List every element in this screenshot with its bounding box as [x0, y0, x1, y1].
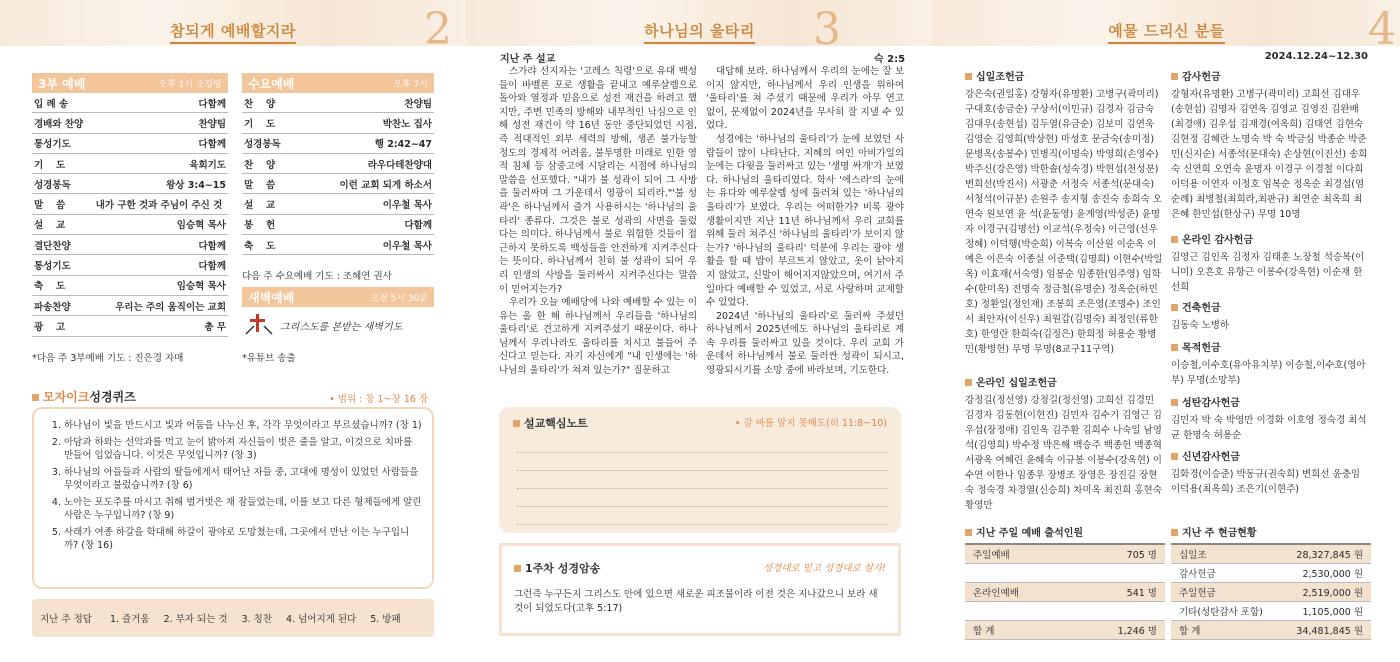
- stat-row: [1171, 583, 1371, 602]
- stat-value: 2,519,000 원: [1302, 588, 1363, 599]
- note-line[interactable]: [517, 435, 887, 453]
- order-item: 찬 양: [244, 98, 276, 110]
- offering-date: 2024.12.24~12.30: [1264, 51, 1368, 62]
- order-row: [242, 235, 434, 255]
- service-3-name: 3부 예배: [38, 76, 86, 91]
- order-row: [32, 215, 228, 235]
- quiz-answer: 3. 칭찬: [241, 614, 273, 625]
- stat-value: 1,105,000 원: [1302, 607, 1363, 618]
- dawn-name: 새벽예배: [248, 290, 295, 305]
- page-4-title: 예물 드리신 분들: [1108, 22, 1224, 44]
- order-item: 통성기도: [34, 261, 71, 273]
- stat-label: 온라인예배: [973, 588, 1019, 599]
- page-2: [0, 0, 466, 662]
- order-leader: 육회기도: [189, 159, 226, 171]
- service-3-time: 오후 1시 소강당: [158, 79, 222, 90]
- dawn-logo-text: 그리스도를 본받는 새벽기도: [280, 321, 403, 333]
- quiz-question: 1. 하나님이 빛을 만드시고 빛과 어둠을 나누신 후, 각각 무엇이라고 부르셨습니까? (창 1): [64, 419, 422, 433]
- service-3-table: [32, 73, 228, 337]
- order-leader: 다함께: [404, 220, 432, 232]
- square-bullet-icon: [514, 565, 521, 572]
- sermon-paragraph: 우리가 오늘 예배당에 나와 예배할 수 있는 이유는 올 한 해 하나님께서 우리들을 '하나님의 울타리'로 견고하게 지켜주셨기 때문이다. 하나님께서 우리나라도 울타리를 치시고 불들어 주신다고 믿는다. 자기 자신에게 "내 인생에는 '하나님의 울타리'가 쳐져 있는가?" 질문하고: [499, 297, 697, 377]
- order-row: [242, 194, 434, 214]
- order-leader: 박찬노 집사: [382, 118, 432, 130]
- page-2-header: [0, 0, 466, 55]
- page-4-header: [933, 0, 1400, 55]
- quiz-answer: 1. 즐거움: [109, 614, 150, 625]
- note-line[interactable]: [517, 471, 887, 489]
- order-leader: 다함께: [198, 261, 226, 273]
- dawn-note: *유튜브 송출: [242, 353, 296, 364]
- order-item: 결단찬양: [34, 240, 71, 252]
- order-leader: 라우다테찬양대: [367, 159, 432, 171]
- square-bullet-icon: [513, 420, 520, 427]
- order-item: 통성기도: [34, 139, 71, 151]
- order-row: [32, 154, 228, 174]
- page-3-header: [466, 0, 933, 55]
- stat-row: [965, 583, 1165, 602]
- order-row: [32, 134, 228, 154]
- note-line[interactable]: [517, 507, 887, 525]
- newyear-title: 신년감사헌금: [1171, 450, 1371, 465]
- stat-label: 합 계: [1179, 626, 1201, 637]
- dawn-logo: [244, 312, 402, 338]
- order-row: [242, 113, 434, 133]
- order-item: 입 례 송: [34, 98, 69, 110]
- order-item: 축 도: [34, 281, 66, 293]
- order-leader: 다함께: [198, 139, 226, 151]
- order-row: [242, 215, 434, 235]
- sermon-note-box: [499, 407, 901, 533]
- wednesday-name: 수요예배: [248, 76, 295, 91]
- wednesday-table: [242, 73, 434, 255]
- page-4: [933, 0, 1400, 662]
- square-bullet-icon: [32, 394, 39, 401]
- stat-value: 541 명: [1126, 588, 1157, 599]
- christmas-names: 김민자 박 숙 박영만 이경화 이호영 정숙경 최석균 한명숙 허용순: [1171, 415, 1367, 441]
- service-3-note: *다음 주 3부예배 기도 : 진은경 자매: [32, 353, 184, 364]
- order-leader: 이우철 목사: [382, 240, 432, 252]
- sermon-paragraph: 스가랴 선지자는 '고레스 칙령'으로 유대 백성들이 바벨론 포로 생활을 끝내고 예루살렘으로 돌아와 열정과 믿음으로 성전 재건을 하려고 했지만, 주변 민족의 방해와 내부적인 낙심으로 인해 성전 재건이 약 16년 동안 중단되었던 시점, 즉 적대적인 외부 세력의 방해, 생존 불가능할 정도의 경제적 어려움, 불투명한 미래로 인한 영적 침체 등 삼중고에 시달리는 시점에 하나님의 말씀을 선포했다. "내가 불 성곽이 되어 그 사방을 둘러싸며 그 가운데서 영광이 되리라."'불 성곽'은 하나님께서 즐겨 사용하시는 '하나님의 울타리' 종류다. 그것은 불로 성곽의 사면을 둘렀다는 의미다. 하나님께서 불로 위험한 것들이 접근하지 못하도록 백성들을 안전하게 지켜주신다는 뜻이다. 하나님께서 친히 불 성곽이 되어 우리 인생의 사방을 둘러싸서 지켜주신다는 말씀이 믿어지는가?: [499, 66, 697, 295]
- stat-label: 기타(성탄감사 포함): [1179, 607, 1263, 618]
- offering-title: 지난 주 현금현황: [1171, 526, 1257, 541]
- note-line[interactable]: [517, 453, 887, 471]
- sermon-column-1: [499, 65, 697, 378]
- order-item: 성경봉독: [244, 139, 281, 151]
- order-item: 봉 헌: [244, 220, 276, 232]
- building-title: 건축헌금: [1171, 301, 1371, 316]
- wednesday-header: [242, 73, 434, 93]
- christmas-block: [1171, 396, 1371, 443]
- service-3-header: [32, 73, 228, 93]
- sermon-column-2: [706, 65, 904, 378]
- stat-value: 34,481,845 원: [1296, 626, 1363, 637]
- order-row: [242, 93, 434, 113]
- stat-row: [1171, 564, 1371, 583]
- building-block: [1171, 301, 1371, 333]
- page-4-number: 4: [1368, 4, 1396, 55]
- stat-value: 2,530,000 원: [1302, 569, 1363, 580]
- stat-row: [965, 545, 1165, 564]
- order-leader: 행 2:42~47: [374, 139, 432, 151]
- tithe-names: 강은숙(권일홍) 강형자(유명환) 고병구(곽미리) 구대호(송금순) 구상서(이민규) 김경자 김금숙 김대우(송현섭) 김두열(유금순) 김보미 김연욱 김영순 김영희(박상현) 마성호 문금숙(송미정) 문병옥(송봉수) 민병직(이명숙) 박영희(손영수) 박주신(강은영) 박한솔(성숙경) 박현섭(천성분) 변희선(박진서) 서광춘 서정숙 서종석(문대숙) 서청석(이규분) 손원주 송지형 송진숙 송희숙 오연숙 원보연 윤 석(윤동영) 윤계영(박성준) 윤명자 이경구(김명선) 이교석(우정숙) 이근영(선우정혜) 이덕행(박순희) 이복숙 이산원 이순옥 이예은 이은숙 이종실 이준택(김명희) 이현수(박일옥) 이효재(서숙영) 임봉순 임종한(임주영) 임학수(한미옥) 전명숙 정금철(유명순) 정옥순(하민호) 정환일(정인재) 조봉희 조은영(조명수) 조인서 최안자(이신우) 최원갑(김명숙) 최정인(류한호) 한영란 한희숙(김정은) 한희정 허용순 황병민(황병헌) 무명 무명(8교구11구역): [965, 89, 1163, 355]
- online-tithe-names: 강정길(정선영) 강정길(정선영) 고희선 김경민 김경자 김동현(이현진) 김민자 김수기 김영근 김우섭(장정애) 김인옥 김주환 김희수 나숙일 남영석(김영희) 박수정 박은해 백승주 백종헌 백종혁 서광옥 여혜린 윤혜숙 이규봉 이봉수(강옥현) 이수연 이한나 임종우 장병조 장영은 장진길 장현숙 정숙경 차경열(신승희) 차미옥 최진희 홍현숙 황영만: [965, 395, 1162, 511]
- order-item: 파송찬양: [34, 301, 71, 313]
- page-3-title: 하나님의 울타리: [644, 22, 755, 44]
- order-row: [32, 255, 228, 275]
- tithe-title: 십일조헌금: [965, 70, 1165, 85]
- stat-row: [1171, 545, 1371, 564]
- sermon-paragraph: 2024년 '하나님의 울타리'로 둘러싸 주셨던 하나님께서 2025년에도 하나님의 울타리로 계속 우리를 둘러싸고 있을 것이다. 우리 교회 가운데서 하나님께서 불로 둘러싼 성곽이 되시고, 영광되시기를 소망 중에 바라보며, 기도한다.: [706, 310, 904, 377]
- order-item: 설 교: [244, 200, 276, 212]
- stat-label: 감사헌금: [1179, 569, 1216, 580]
- sermon-label: 지난 주 설교: [500, 54, 556, 65]
- order-item: 말 씀: [34, 200, 66, 212]
- order-leader: 이우철 목사: [382, 200, 432, 212]
- order-item: 축 도: [244, 240, 276, 252]
- quiz-label: [32, 388, 136, 405]
- sermon-ref: 슥 2:5: [874, 54, 906, 65]
- order-leader: 다함께: [198, 240, 226, 252]
- memory-text: 그런즉 누구든지 그리스도 안에 있으면 새로운 피조물이라 이전 것은 지나갔으니 보라 새 것이 되었도다(고후 5:17): [514, 589, 878, 614]
- note-verse: • 갈 바를 알지 못해도(히 11:8~10): [734, 418, 887, 429]
- order-leader: 이런 교회 되게 하소서: [339, 179, 432, 191]
- note-line[interactable]: [517, 489, 887, 507]
- wednesday-time: 오후 7시: [393, 79, 428, 90]
- sermon-paragraph: 대답해 보라. 하나님께서 우리의 눈에는 잘 보이지 않지만, 하나님께서 우리 인생을 위하여 '울타리'를 쳐 주셨기 때문에 우리가 아무 연고 없이, 문제없이 2024년을 무사히 잘 지낼 수 있었다.: [706, 66, 904, 132]
- memory-verse-box: [499, 543, 901, 636]
- order-row: [32, 113, 228, 133]
- dawn-table: [242, 287, 434, 307]
- order-row: [242, 154, 434, 174]
- memory-title: 1주차 성경암송: [525, 562, 601, 575]
- mission-block: [1171, 341, 1371, 388]
- offering-heading: [1171, 526, 1257, 543]
- order-title: 내가 구한 것과 주님이 주신 것: [95, 200, 223, 212]
- order-leader: 임승혁 목사: [176, 220, 226, 232]
- online-thanks-names: 김영근 김인옥 김정자 김태훈 노장철 석승복(이니미) 오흔호 유항근 이봉수(강옥현) 이순재 한선희: [1171, 252, 1365, 293]
- quiz-range: • 범위 : 창 1~창 16 장: [329, 394, 428, 405]
- stat-value: 705 명: [1126, 550, 1157, 561]
- order-item: 광 고: [34, 321, 66, 333]
- order-leader: 총 무: [204, 321, 226, 333]
- order-leader: 다함께: [198, 98, 226, 110]
- christmas-title: 성탄감사헌금: [1171, 396, 1371, 411]
- order-row: [32, 276, 228, 296]
- stat-value: 1,246 명: [1117, 626, 1157, 637]
- newyear-names: 김화경(이승준) 박동규(권숙희) 변희선 윤충임 이덕용(최옥희) 조은기(이현주): [1171, 469, 1361, 495]
- order-row: [242, 174, 434, 194]
- online-tithe-title: 온라인 십일조헌금: [965, 376, 1165, 391]
- page-3: [466, 0, 933, 662]
- stat-value: 28,327,845 원: [1296, 550, 1363, 561]
- dawn-header: [242, 287, 434, 307]
- order-item: 경배와 찬양: [34, 118, 84, 130]
- order-leader: 왕상 3:4~15: [166, 179, 226, 191]
- order-row: [32, 235, 228, 255]
- quiz-question: 2. 아담과 하와는 선악과를 먹고 눈이 밝아져 자신들이 벗은 줄을 알고, 이것으로 치마를 만들어 입었습니다. 이것은 무엇입니까? (창 3): [64, 436, 422, 463]
- attendance-heading: [965, 526, 1083, 543]
- order-leader: 찬양팀: [198, 118, 226, 130]
- order-item: 찬 양: [244, 159, 276, 171]
- online-tithe-block: [965, 376, 1165, 513]
- order-item: 기 도: [34, 159, 66, 171]
- dawn-time: 오전 5시 30분: [370, 293, 428, 304]
- order-row: [242, 134, 434, 154]
- online-thanks-block: [1171, 233, 1371, 295]
- order-row: [32, 93, 228, 113]
- order-leader: 찬양팀: [404, 98, 432, 110]
- note-title: 설교핵심노트: [524, 417, 588, 430]
- stat-row: [1171, 602, 1371, 621]
- thanks-names: 강형자(유명환) 고병구(곽미리) 고희선 김대우(송현섭) 김명자 김연옥 김영교 김영진 김완배(최경애) 김우섭 김재경(여옥희) 김태연 김현숙 김현정 김혜란 노명숙 박 숙 박금심 박종순 박준민(신지순) 서종석(문대숙) 손상현(이진선) 송희숙 신연희 오연숙 윤명자 이경구 이경철 이다희 이덕용 이연자 이정호 임복순 정옥순 최경섭(염순례) 최병철(최희라,최판규) 최연순 최옥희 최은혜 한민섭(한상구) 무명 10명: [1171, 89, 1368, 220]
- stat-label: 십일조: [1179, 550, 1207, 561]
- page-3-number: 3: [813, 4, 841, 55]
- stat-row: [1171, 621, 1371, 640]
- wednesday-note: 다음 주 수요예배 기도 : 조혜연 권사: [242, 271, 392, 282]
- quiz-question: 4. 노아는 포도주를 마시고 취해 벌거벗은 채 잠들었는데, 이를 보고 다른 형제들에게 알린 사람은 누구입니까? (창 9): [64, 496, 422, 523]
- newyear-block: [1171, 450, 1371, 497]
- quiz-label-b: 성경퀴즈: [89, 390, 136, 404]
- order-row: [32, 316, 228, 336]
- tithe-block: [965, 70, 1165, 357]
- quiz-answer: 2. 부자 되는 것: [163, 614, 228, 625]
- order-item: 설 교: [34, 220, 66, 232]
- order-item: 말 씀: [244, 179, 276, 191]
- order-leader: 임승혁 목사: [176, 281, 226, 293]
- stat-label: 합 계: [973, 626, 995, 637]
- order-row: [32, 174, 228, 194]
- stat-label: 주일헌금: [1179, 588, 1216, 599]
- page-2-number: 2: [424, 4, 452, 55]
- stat-row: [965, 621, 1165, 640]
- quiz-question: 3. 하나님의 아들들과 사람의 딸들에게서 태어난 자들 중, 고대에 명성이 있었던 사람들을 무엇이라고 불렀습니까? (창 6): [64, 466, 422, 493]
- order-row: [32, 296, 228, 316]
- building-names: 김동숙 노병하: [1171, 320, 1230, 331]
- attendance-title: 지난 주일 예배 출석인원: [965, 526, 1083, 541]
- order-item: 성경봉독: [34, 179, 71, 191]
- page-2-title: 참되게 예배할지라: [170, 22, 296, 44]
- offering-table: [1171, 543, 1371, 640]
- quiz-list: [48, 419, 422, 553]
- stat-row: [965, 564, 1165, 583]
- order-leader: 우리는 주의 움직이는 교회: [115, 301, 226, 313]
- stat-label: 주일예배: [973, 550, 1010, 561]
- sermon-paragraph: 성경에는 '하나님의 울타리'가 눈에 보였던 사람들이 많이 나타난다. 지혜의 여인 아비가일의 눈에는 다윗을 둘러싸고 있는 '생명 싸개'가 보였다. 하나님의 울타리였다. 학사 '에스라'의 눈에는 유다와 예루살렘 성에 둘러쳐 있는 '하나님의 울타리'가 보였다. 우리는 어떠한가? 비록 광야 생활이지만 지난 11년 하나님께서 우리 교회를 위해 둘러 쳐주신 '하나님의 울타리'가 보이지 않는가? '하나님의 울타리' 덕분에 우리는 광야 생활을 할 때 밥이 부르트지 않았고, 옷이 낡아지지 않았고, 신발이 해어지지않았으며, 여기서 주일마다 예배할 수 있었고, 서로 사랑하며 교제할 수 있었다.: [706, 133, 904, 309]
- order-item: 기 도: [244, 118, 276, 130]
- thanks-block: [1171, 70, 1371, 222]
- thanks-title: 감사헌금: [1171, 70, 1371, 85]
- cross-logo-icon: [244, 312, 274, 338]
- mission-names: 이승철,이수호(유아유치부) 이승철,이수호(영아부) 무명(소망부): [1171, 360, 1366, 386]
- attendance-table: [965, 543, 1165, 640]
- online-thanks-title: 온라인 감사헌금: [1171, 233, 1371, 248]
- answer-label: 지난 주 정답: [40, 614, 92, 625]
- stat-row: [965, 602, 1165, 621]
- quiz-question: 5. 사래가 여종 하갈을 학대해 하갈이 광야로 도망쳤는데, 그곳에서 만난 이는 누구입니까? (창 16): [64, 526, 422, 553]
- memory-tag: 성경대로 믿고 성경대로 살자!: [763, 563, 886, 574]
- quiz-answer: 5. 방패: [370, 614, 401, 625]
- mission-title: 목적헌금: [1171, 341, 1371, 356]
- quiz-label-a: 모자이크: [43, 390, 90, 404]
- quiz-answer-bar: [32, 599, 434, 637]
- order-row: [32, 194, 228, 214]
- quiz-box: [32, 407, 434, 589]
- quiz-answer: 4. 넘어지게 된다: [286, 614, 357, 625]
